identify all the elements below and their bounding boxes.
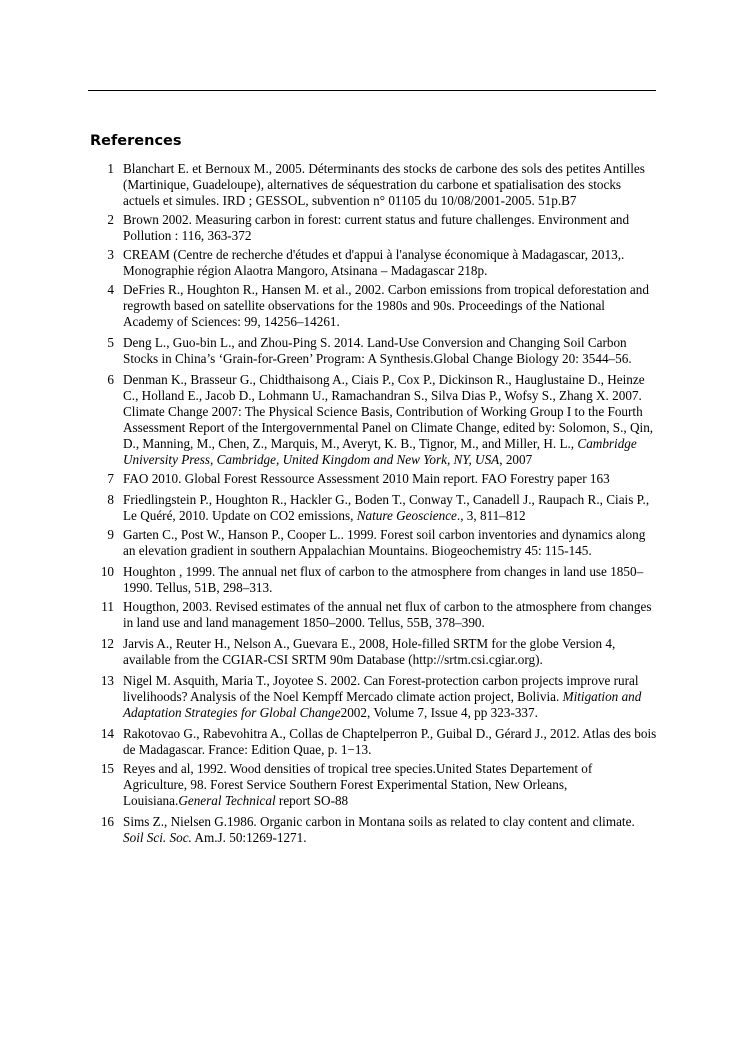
reference-text-part: 2002, Volume 7, Issue 4, pp 323-337. [340,705,538,720]
reference-text: Rakotovao G., Rabevohitra A., Collas de Chaptelperron P., Guibal D., Gérard J., 2012. Atlas des bois de Madagascar. France: Edition Quae, p. 1−13. [123,726,657,757]
reference-number: 10 [100,564,114,579]
header-rule [88,90,656,91]
reference-number: 2 [107,212,114,227]
reference-item [98,471,658,487]
reference-list [98,161,658,849]
reference-item [98,372,658,468]
reference-italic-part: Soil Sci. Soc. [123,830,192,845]
reference-number: 14 [100,726,114,741]
reference-number: 13 [100,673,114,688]
reference-text-part: Denman K., Brasseur G., Chidthaisong A., Ciais P., Cox P., Dickinson R., Hauglustaine D., Heinze C., Holland E., Jacob D., Lohmann U., Ramachandran S., Silva Dias P., Wofsy S., Zhang X. 2007. Climate Change 2007: The Physical Science Basis, Contribution of Working Group I to the Fourth Assessment Report of the Intergovernmental Panel on Climate Change, edited by: Solomon, S., Qin, D., Manning, M., Chen, Z., Marquis, M., Averyt, K. B., Tignor, M., and Miller, H. L., [123,372,654,451]
reference-number: 11 [101,599,114,614]
reference-item [98,527,658,559]
reference-text: Hougthon, 2003. Revised estimates of the annual net flux of carbon to the atmosphere from changes in land use and land management 1850–2000. Tellus, 55B, 378–390. [123,599,652,630]
reference-italic-part: General Technical [178,793,276,808]
reference-text: DeFries R., Houghton R., Hansen M. et al., 2002. Carbon emissions from tropical deforestation and regrowth based on satellite observations for the 1980s and 90s. Proceedings of the National Academy of Sciences: 99, 14256–14261. [123,282,649,329]
reference-text-part: Sims Z., Nielsen G.1986. Organic carbon in Montana soils as related to clay content and climate. [123,814,635,829]
reference-text: Garten C., Post W., Hanson P., Cooper L.. 1999. Forest soil carbon inventories and dynamics along an elevation gradient in southern Appalachian Mountains. Biogeochemistry 45: 115-145. [123,527,646,558]
reference-text: CREAM (Centre de recherche d'études et d'appui à l'analyse économique à Madagascar, 2013,. Monographie région Alaotra Mangoro, Atsinana – Madagascar 218p. [123,247,625,278]
reference-text: FAO 2010. Global Forest Ressource Assessment 2010 Main report. FAO Forestry paper 163 [123,471,610,486]
reference-number: 3 [107,247,114,262]
reference-text: Houghton , 1999. The annual net flux of carbon to the atmosphere from changes in land use 1850–1990. Tellus, 51B, 298–313. [123,564,644,595]
reference-number: 5 [107,335,114,350]
reference-item [98,761,658,809]
reference-item [98,161,658,209]
reference-text: Jarvis A., Reuter H., Nelson A., Guevara E., 2008, Hole-filled SRTM for the globe Version 4, available from the CGIAR-CSI SRTM 90m Database (http://srtm.csi.cgiar.org). [123,636,616,667]
reference-text-part: ., 3, 811–812 [456,508,526,523]
reference-text-part: , 2007 [499,452,533,467]
reference-number: 4 [107,282,114,297]
reference-number: 12 [100,636,114,651]
reference-number: 1 [107,161,114,176]
reference-text-part: Am.J. 50:1269-1271. [191,830,307,845]
reference-italic-part: Nature Geoscience [356,508,457,523]
reference-text-part: Reyes and al, 1992. Wood densities of tropical tree species.United States Departement of Agriculture, 98. Forest Service Southern Forest Experimental Station, New Orleans, Louisiana. [123,761,593,808]
reference-italic-part: Mitigation and Adaptation Strategies for Global Change [123,689,642,720]
reference-text [123,492,649,523]
reference-text [123,673,641,720]
reference-text-part: Nigel M. Asquith, Maria T., Joyotee S. 2002. Can Forest-protection carbon projects improve rural livelihoods? Analysis of the Noel Kempff Mercado climate action project, Bolivia. [123,673,639,704]
reference-item [98,599,658,631]
reference-number: 7 [107,471,114,486]
reference-item [98,247,658,279]
reference-text [123,761,592,808]
reference-item [98,726,658,758]
reference-number: 6 [107,372,114,387]
reference-item [98,636,658,668]
reference-text-part: Friedlingstein P., Houghton R., Hackler G., Boden T., Conway T., Canadell J., Raupach R., Ciais P., Le Quéré, 2010. Update on CO2 emissions, [123,492,650,523]
reference-text-part: report SO-88 [275,793,349,808]
reference-item [98,335,658,367]
reference-number: 16 [100,814,114,829]
reference-text: Blanchart E. et Bernoux M., 2005. Déterminants des stocks de carbone des sols des petites Antilles (Martinique, Guadeloupe), alternatives de séquestration du carbone et spatialisation des stocks actuels et simules. IRD ; GESSOL, subvention n° 01105 du 10/08/2001-2005. 51p.B7 [123,161,645,208]
reference-item [98,212,658,244]
reference-item [98,564,658,596]
reference-number: 8 [107,492,114,507]
reference-item [98,492,658,524]
reference-text: Brown 2002. Measuring carbon in forest: current status and future challenges. Environment and Pollution : 116, 363-372 [123,212,630,243]
reference-italic-part: Cambridge University Press, Cambridge, United Kingdom and New York, NY, USA [123,436,637,467]
reference-number: 15 [100,761,114,776]
reference-text: Deng L., Guo-bin L., and Zhou-Ping S. 2014. Land-Use Conversion and Changing Soil Carbon Stocks in China’s ‘Grain-for-Green’ Program: A Synthesis.Global Change Biology 20: 3544–56. [123,335,632,366]
reference-text [123,372,653,467]
reference-item [98,282,658,330]
reference-number: 9 [107,527,114,542]
reference-item [98,673,658,721]
references-heading: References [90,133,182,149]
reference-item [98,814,658,846]
reference-text [123,814,635,845]
